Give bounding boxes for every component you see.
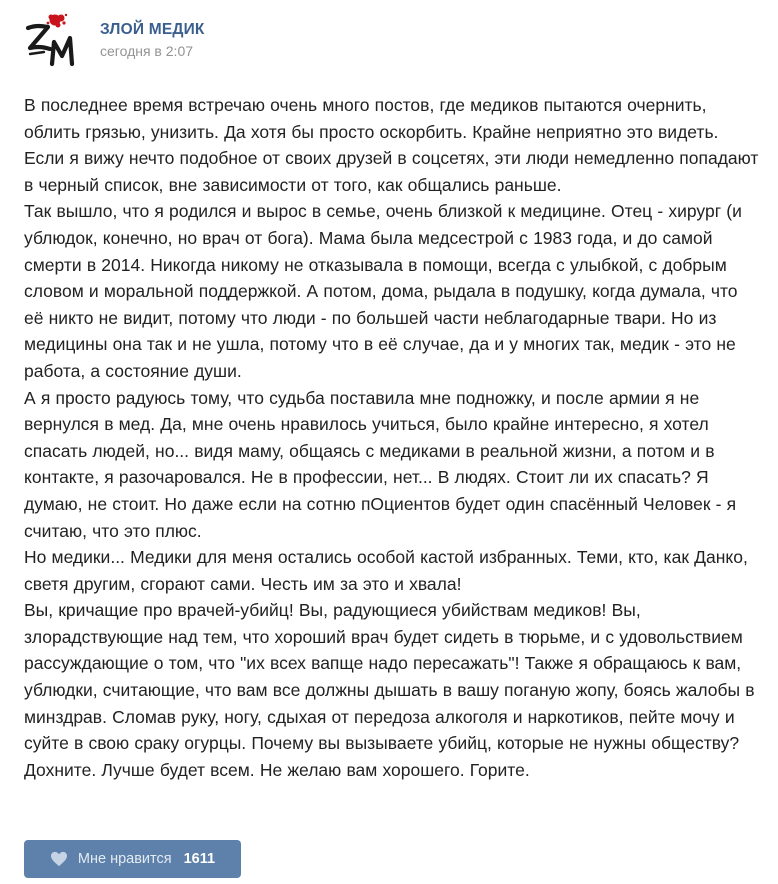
post-text: В последнее время встречаю очень много постов, где медиков пытаются очернить, облить грязью, унизить. Да хотя бы просто оскорбить. Крайне неприятно это видеть. Если я вижу нечто подобное от своих друзей в соцсетях, эти люди немедленно попадают в черный список, вне зависимости от того, как общались раньше. Так вышло, что я родился и вырос в семье, очень близкой к медицине. Отец - хирург (и ублюдок, конечно, но врач от бога). Мама была медсестрой с 1983 года, и до самой смерти в 2014. Никогда никому не отказывала в помощи, всегда с улыбкой, с добрым словом и моральной поддержкой. А потом, дома, рыдала в подушку, когда думала, что её никто не видит, потому что люди - по большей части неблагодарные твари. Но из медицины она так и не ушла, потому что в её случае, да и у многих так, медик - это не работа, а состояние души. А я просто радуюсь тому, что судьба поставила мне подножку, и после армии я не вернулся в мед. Да, мне очень нравилось учиться, было крайне интересно, я хотел спасать людей, но... видя маму, общаясь с медиками в реальной жизни, а потом и в контакте, я разочаровался. Не в профессии, нет... В людях. Стоит ли их спасать? Я думаю, не стоит. Но даже если на сотню пОциентов будет один спасённый Человек - я считаю, что это плюс. Но медики... Медики для меня остались особой кастой избранных. Теми, кто, как Данко, светя другим, сгорают сами. Честь им за это и хвала! Вы, кричащие про врачей-убийц! Вы, радующиеся убийствам медиков! Вы, злорадствующие над тем, что хороший врач будет сидеть в тюрьме, и с удовольствием рассуждающие о том, что "их всех вапще надо пересажать"! Также я обращаюсь к вам, ублюдки, считающие, что вам все должны дышать в вашу поганую жопу, боясь жалобы в минздрав. Сломав руку, ногу, сдыхая от передоза алкоголя и наркотиков, пейте мочу и суйте в свою сраку огурцы. Почему вы вызываете убийц, которые не нужны обществу? Дохните. Лучше будет всем. Не желаю вам хорошего. Горите. [24,95,759,780]
avatar[interactable] [24,12,80,68]
post-meta [100,12,205,68]
heart-icon [50,851,68,867]
post-time[interactable]: сегодня в 2:07 [100,42,194,59]
like-count: 1611 [183,851,216,867]
post-header [24,10,205,70]
author-name[interactable]: ЗЛОЙ МЕДИК [100,20,205,38]
like-label: Мне нравится [77,851,172,867]
like-button[interactable] [24,840,241,878]
